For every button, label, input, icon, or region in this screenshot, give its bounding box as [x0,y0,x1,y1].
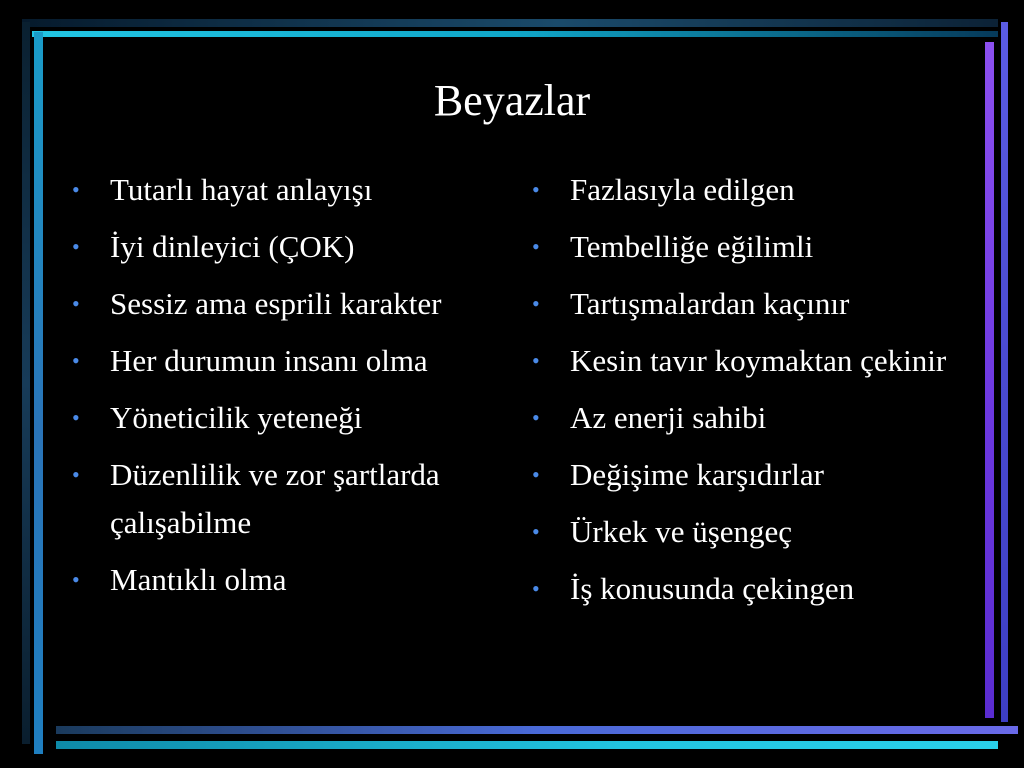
bullet-icon: • [72,291,80,316]
frame-bottom-bar-blue [56,726,1018,734]
frame-left-bar-blue [34,32,43,754]
bullet-item [72,451,472,547]
bullet-text: Ürkek ve üşengeç [570,514,793,549]
bullet-icon: • [72,348,80,373]
right-bullet-list [532,166,972,622]
bullet-text: Mantıklı olma [110,562,287,597]
bullet-icon: • [72,462,80,487]
frame-top-bar-cyan [32,31,998,37]
bullet-icon: • [72,234,80,259]
frame-left-bar-dark [22,22,30,744]
bullet-text: Yöneticilik yeteneği [110,400,363,435]
bullet-icon: • [532,462,540,487]
bullet-item [72,394,472,442]
bullet-item [532,166,972,214]
bullet-item [72,223,472,271]
slide-title: Beyazlar [433,76,591,125]
bullet-icon: • [532,177,540,202]
bullet-icon: • [532,234,540,259]
bullet-icon: • [532,519,540,544]
bullet-item [532,394,972,442]
bullet-item [72,166,472,214]
frame-right-bar-purple [985,42,994,718]
bullet-item [532,565,972,613]
frame-bottom-bar-cyan [56,741,998,749]
bullet-text: Fazlasıyla edilgen [570,172,795,207]
bullet-text: Kesin tavır koymaktan çekinir [570,343,947,378]
bullet-text: Az enerji sahibi [570,400,767,435]
bullet-item [532,451,972,499]
bullet-icon: • [532,291,540,316]
bullet-icon: • [72,177,80,202]
frame-top-bar-dark [22,19,998,27]
bullet-item [532,508,972,556]
bullet-text: Sessiz ama esprili karakter [110,286,442,321]
bullet-item [72,280,472,328]
bullet-text: Değişime karşıdırlar [570,457,824,492]
bullet-text: İyi dinleyici (ÇOK) [110,229,355,264]
bullet-text: Düzenlilik ve zor şartlarda çalışabilme [110,457,440,540]
bullet-icon: • [532,576,540,601]
bullet-icon: • [72,567,80,592]
bullet-icon: • [72,405,80,430]
bullet-item [532,337,972,385]
bullet-item [72,556,472,604]
bullet-icon: • [532,348,540,373]
bullet-icon: • [532,405,540,430]
bullet-text: Tartışmalardan kaçınır [570,286,850,321]
bullet-item [72,337,472,385]
bullet-item [532,223,972,271]
bullet-text: İş konusunda çekingen [570,571,855,606]
bullet-text: Tutarlı hayat anlayışı [110,172,373,207]
bullet-item [532,280,972,328]
bullet-text: Her durumun insanı olma [110,343,428,378]
bullet-text: Tembelliğe eğilimli [570,229,814,264]
left-bullet-list [72,166,472,613]
